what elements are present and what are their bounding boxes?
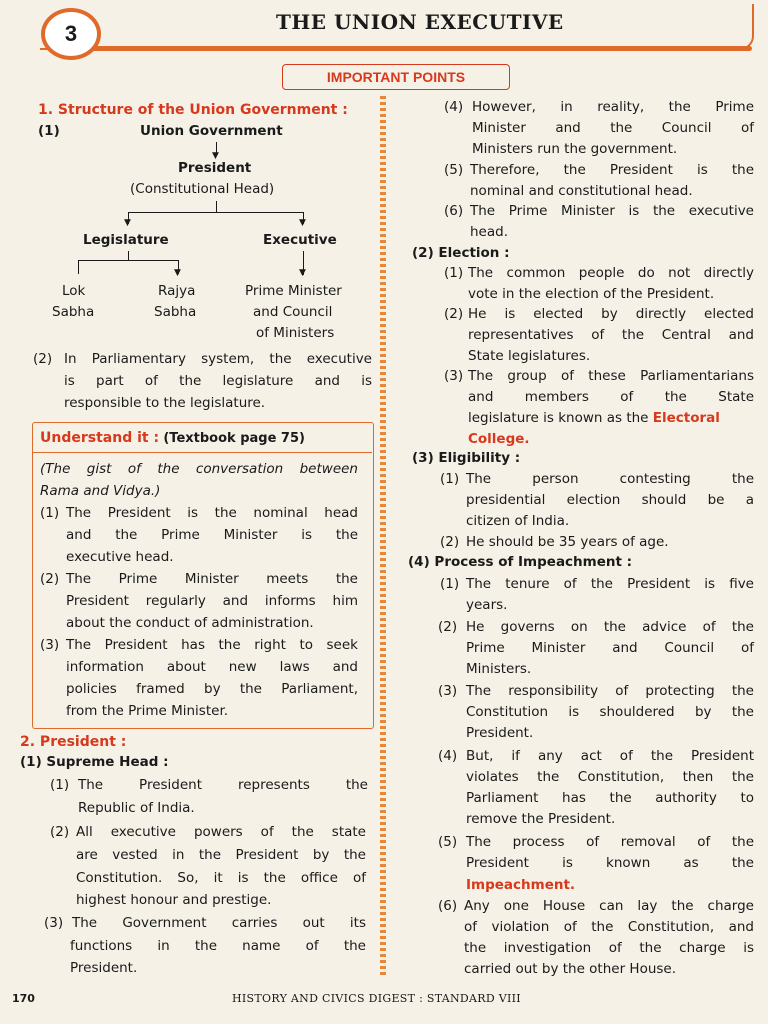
text-line: He governs on the advice of the xyxy=(466,619,754,635)
diagram-president: President xyxy=(178,160,252,176)
text-fragment: legislature is known as the xyxy=(468,410,649,426)
text-line: information about new laws and xyxy=(66,659,358,675)
text-line: The Prime Minister is the executive xyxy=(470,203,754,219)
text-line: He should be 35 years of age. xyxy=(466,534,669,550)
subsection-heading: (1) Supreme Head : xyxy=(20,754,169,770)
text-line: Constitution. So, it is the office of xyxy=(76,870,366,886)
text-line: President regularly and informs him xyxy=(66,593,358,609)
diagram-sabha: Sabha xyxy=(154,304,197,320)
term-highlight: Impeachment. xyxy=(466,877,576,893)
text-line: All executive powers of the state xyxy=(76,824,366,840)
text-line: President. xyxy=(70,960,138,976)
item-number: (2) xyxy=(40,571,60,587)
header-underline xyxy=(70,46,752,51)
item-number: (1) xyxy=(440,576,460,592)
text-line: responsible to the legislature. xyxy=(64,395,266,411)
understand-ref: (Textbook page 75) xyxy=(163,431,305,446)
item-number: (3) xyxy=(44,915,64,931)
item-number: (2) xyxy=(444,306,464,322)
text-line: citizen of India. xyxy=(466,513,570,529)
text-line: The President has the right to seek xyxy=(66,637,358,653)
diagram-executive: Executive xyxy=(263,232,337,248)
item-number: (4) xyxy=(438,748,458,764)
item-number: (1) xyxy=(444,265,464,281)
item-number: (2) xyxy=(440,534,460,550)
text-line: The process of removal of the xyxy=(466,834,754,850)
diagram-connector xyxy=(78,260,79,274)
text-line: Prime Minister and Council of xyxy=(466,640,754,656)
arrow-icon: ▼ xyxy=(299,218,306,228)
term-highlight: College. xyxy=(468,431,530,447)
item-number: (6) xyxy=(438,898,458,914)
diagram-root: Union Government xyxy=(140,123,283,139)
section-heading-president: 2. President : xyxy=(20,734,127,750)
diagram-legislature: Legislature xyxy=(83,232,169,248)
text-line: The President is the nominal head xyxy=(66,505,358,521)
subsection-heading: (2) Election : xyxy=(412,245,510,261)
arrow-icon: ▼ xyxy=(212,151,219,161)
diagram-pm: and Council xyxy=(253,304,333,320)
text-line: In Parliamentary system, the executive xyxy=(64,351,372,367)
arrow-icon: ▼ xyxy=(299,268,306,278)
text-line: highest honour and prestige. xyxy=(76,892,272,908)
diagram-pm: of Ministers xyxy=(256,325,335,341)
item-number: (5) xyxy=(438,834,458,850)
section-heading-structure: 1. Structure of the Union Government : xyxy=(38,102,348,118)
item-number: (3) xyxy=(40,637,60,653)
text-line: about the conduct of administration. xyxy=(66,615,314,631)
text-line: carried out by the other House. xyxy=(464,961,677,977)
text-line: from the Prime Minister. xyxy=(66,703,229,719)
text-line: years. xyxy=(466,597,508,613)
text-line: nominal and constitutional head. xyxy=(470,183,693,199)
arrow-icon: ▼ xyxy=(174,268,181,278)
item-number: (1) xyxy=(38,123,60,139)
text-line: State legislatures. xyxy=(468,348,591,364)
subsection-heading: (4) Process of Impeachment : xyxy=(408,554,633,570)
chapter-number-badge: 3 xyxy=(41,8,101,60)
text-line: presidential election should be a xyxy=(466,492,754,508)
text-line: But, if any act of the President xyxy=(466,748,754,764)
text-line: President is known as the xyxy=(466,855,754,871)
text-line: Therefore, the President is the xyxy=(470,162,754,178)
text-line: The tenure of the President is five xyxy=(466,576,754,592)
text-line: vote in the election of the President. xyxy=(468,286,715,302)
text-line: The person contesting the xyxy=(466,471,754,487)
text-line: The group of these Parliamentarians xyxy=(468,368,754,384)
subsection-heading: (3) Eligibility : xyxy=(412,450,521,466)
understand-title-line xyxy=(40,428,305,449)
text-line: is part of the legislature and is xyxy=(64,373,372,389)
item-number: (1) xyxy=(440,471,460,487)
diagram-sabha: Sabha xyxy=(52,304,95,320)
item-number: (2) xyxy=(438,619,458,635)
diagram-connector xyxy=(78,260,178,261)
text-line: He is elected by directly elected xyxy=(468,306,754,322)
text-line: and members of the State xyxy=(468,389,754,405)
text-line: The Prime Minister meets the xyxy=(66,571,358,587)
text-line: are vested in the President by the xyxy=(76,847,366,863)
text-line: The President represents the xyxy=(78,777,368,793)
text-line: President. xyxy=(466,725,534,741)
text-line: The common people do not directly xyxy=(468,265,754,281)
text-line: Any one House can lay the charge xyxy=(464,898,754,914)
text-line: However, in reality, the Prime xyxy=(472,99,754,115)
item-number: (1) xyxy=(50,777,70,793)
page-number: 170 xyxy=(12,992,35,1005)
item-number: (2) xyxy=(33,351,53,367)
diagram-pm: Prime Minister xyxy=(245,283,342,299)
text-line: Ministers. xyxy=(466,661,532,677)
text-line: functions in the name of the xyxy=(70,938,366,954)
diagram-president-sub: (Constitutional Head) xyxy=(130,181,275,197)
item-number: (4) xyxy=(444,99,464,115)
understand-title: Understand it : xyxy=(40,430,160,446)
text-line: Ministers run the government. xyxy=(472,141,678,157)
item-number: (5) xyxy=(444,162,464,178)
item-number: (2) xyxy=(50,824,70,840)
item-number: (1) xyxy=(40,505,60,521)
text-line: Republic of India. xyxy=(78,800,195,816)
book-title: HISTORY AND CIVICS DIGEST : STANDARD VIII xyxy=(232,992,521,1005)
diagram-connector xyxy=(128,212,304,213)
text-line: Parliament has the authority to xyxy=(466,790,754,806)
text-line: Minister and the Council of xyxy=(472,120,754,136)
text-line: The responsibility of protecting the xyxy=(466,683,754,699)
text-line: representatives of the Central and xyxy=(468,327,754,343)
section-banner: IMPORTANT POINTS xyxy=(282,64,510,90)
text-line: and the Prime Minister is the xyxy=(66,527,358,543)
text-line-mixed xyxy=(468,408,720,429)
text-line: violates the Constitution, then the xyxy=(466,769,754,785)
diagram-rajya: Rajya xyxy=(158,283,196,299)
gist-line: (The gist of the conversation between xyxy=(40,461,358,477)
gist-line: Rama and Vidya.) xyxy=(40,483,161,499)
term-highlight: Electoral xyxy=(652,410,720,426)
text-line: Constitution is shouldered by the xyxy=(466,704,754,720)
text-line: the investigation of the charge is xyxy=(464,940,754,956)
text-line: remove the President. xyxy=(466,811,616,827)
item-number: (6) xyxy=(444,203,464,219)
diagram-lok: Lok xyxy=(62,283,86,299)
text-line: of violation of the Constitution, and xyxy=(464,919,754,935)
text-line: The Government carries out its xyxy=(72,915,366,931)
column-divider xyxy=(380,96,386,976)
text-line: policies framed by the Parliament, xyxy=(66,681,358,697)
arrow-icon: ▼ xyxy=(124,218,131,228)
text-line: executive head. xyxy=(66,549,174,565)
text-line: head. xyxy=(470,224,508,240)
item-number: (3) xyxy=(444,368,464,384)
chapter-title: THE UNION EXECUTIVE xyxy=(276,10,564,34)
item-number: (3) xyxy=(438,683,458,699)
